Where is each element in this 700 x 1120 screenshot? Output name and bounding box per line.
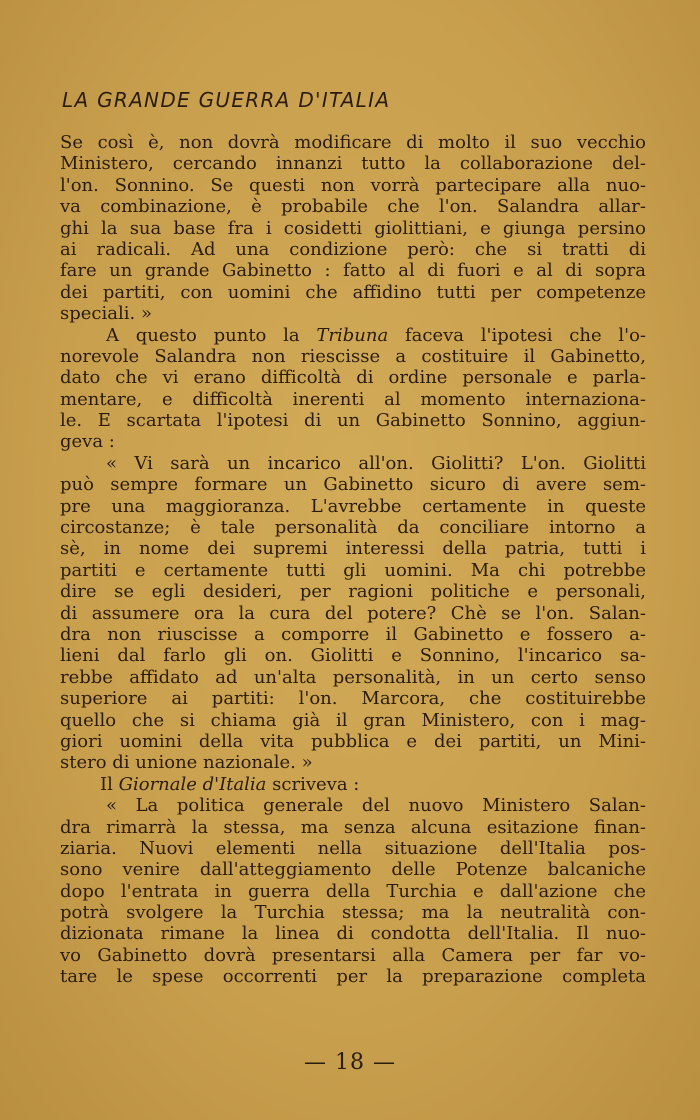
text-line: sè, in nome dei supremi interessi della patria, tutti i [60, 538, 646, 560]
text-line: l'on. Sonnino. Se questi non vorrà partecipare alla nuo- [60, 174, 646, 196]
text-line: quello che si chiama già il gran Ministero, con i mag- [60, 709, 646, 731]
text-line: A questo punto la Tribuna faceva l'ipotesi che l'o- [106, 324, 646, 346]
text-line: « La politica generale del nuovo Ministero Salan- [106, 795, 646, 817]
text-line: superiore ai partiti: l'on. Marcora, che costituirebbe [60, 688, 646, 710]
text-line: fare un grande Gabinetto : fatto al di fuori e al di sopra [60, 260, 646, 282]
text-line: le. E scartata l'ipotesi di un Gabinetto Sonnino, aggiun- [60, 410, 646, 432]
text-line: speciali. » [60, 303, 152, 325]
text-line: dato che vi erano difficoltà di ordine personale e parla- [60, 367, 646, 389]
text-line: rebbe affidato ad un'alta personalità, in un certo senso [60, 666, 646, 688]
text-line: di assumere ora la cura del potere? Chè se l'on. Salan- [60, 602, 646, 624]
text-line: dopo l'entrata in guerra della Turchia e dall'azione che [60, 880, 646, 902]
text-line: lieni dal farlo gli on. Giolitti e Sonnino, l'incarico sa- [60, 645, 646, 667]
text-line: vo Gabinetto dovrà presentarsi alla Camera per far vo- [60, 944, 646, 966]
text-line: mentare, e difficoltà inerenti al momento internaziona- [60, 388, 646, 410]
text-line: dizionata rimane la linea di condotta dell'Italia. Il nuo- [60, 923, 646, 945]
text-line: può sempre formare un Gabinetto sicuro di avere sem- [60, 474, 646, 496]
running-head: LA GRANDE GUERRA D'ITALIA [62, 88, 391, 112]
italic-title: Giornale d'Italia [118, 773, 267, 795]
text-line: Se così è, non dovrà modificare di molto il suo vecchio [60, 132, 646, 153]
text-line: tare le spese occorrenti per la preparazione completa [60, 966, 646, 988]
text-line: dra rimarrà la stessa, ma senza alcuna esitazione finan- [60, 816, 646, 838]
text-line: giori uomini della vita pubblica e dei partiti, un Mini- [60, 730, 646, 752]
italic-title: Tribuna [316, 324, 389, 346]
text-line: geva : [60, 431, 115, 453]
text-line: « Vi sarà un incarico all'on. Giolitti? L'on. Giolitti [106, 452, 646, 474]
page-number: — 18 — [304, 1050, 396, 1075]
body-text [60, 132, 646, 988]
text-line: sono venire dall'atteggiamento delle Potenze balcaniche [60, 859, 646, 881]
text-line: norevole Salandra non riescisse a costituire il Gabinetto, [60, 345, 646, 367]
text-line: circostanze; è tale personalità da conciliare intorno a [60, 517, 646, 539]
text-line: stero di unione nazionale. » [60, 752, 313, 774]
text-line: Ministero, cercando innanzi tutto la collaborazione del- [60, 153, 646, 175]
text-line: pre una maggioranza. L'avrebbe certamente in queste [60, 495, 646, 517]
text-line: dei partiti, con uomini che affidino tutti per competenze [60, 281, 646, 303]
text-line: dra non riuscisse a comporre il Gabinetto e fossero a- [60, 623, 646, 645]
text-line: potrà svolgere la Turchia stessa; ma la neutralità con- [60, 902, 646, 924]
text-line: Il Giornale d'Italia scriveva : [100, 773, 360, 795]
text-line: ziaria. Nuovi elementi nella situazione dell'Italia pos- [60, 837, 646, 859]
text-line: va combinazione, è probabile che l'on. Salandra allar- [60, 196, 646, 218]
text-line: dire se egli desideri, per ragioni politiche e personali, [60, 581, 646, 603]
text-line: partiti e certamente tutti gli uomini. Ma chi potrebbe [60, 559, 646, 581]
text-line: ai radicali. Ad una condizione però: che si tratti di [60, 238, 646, 260]
text-line: ghi la sua base fra i cosidetti giolittiani, e giunga persino [60, 217, 646, 239]
